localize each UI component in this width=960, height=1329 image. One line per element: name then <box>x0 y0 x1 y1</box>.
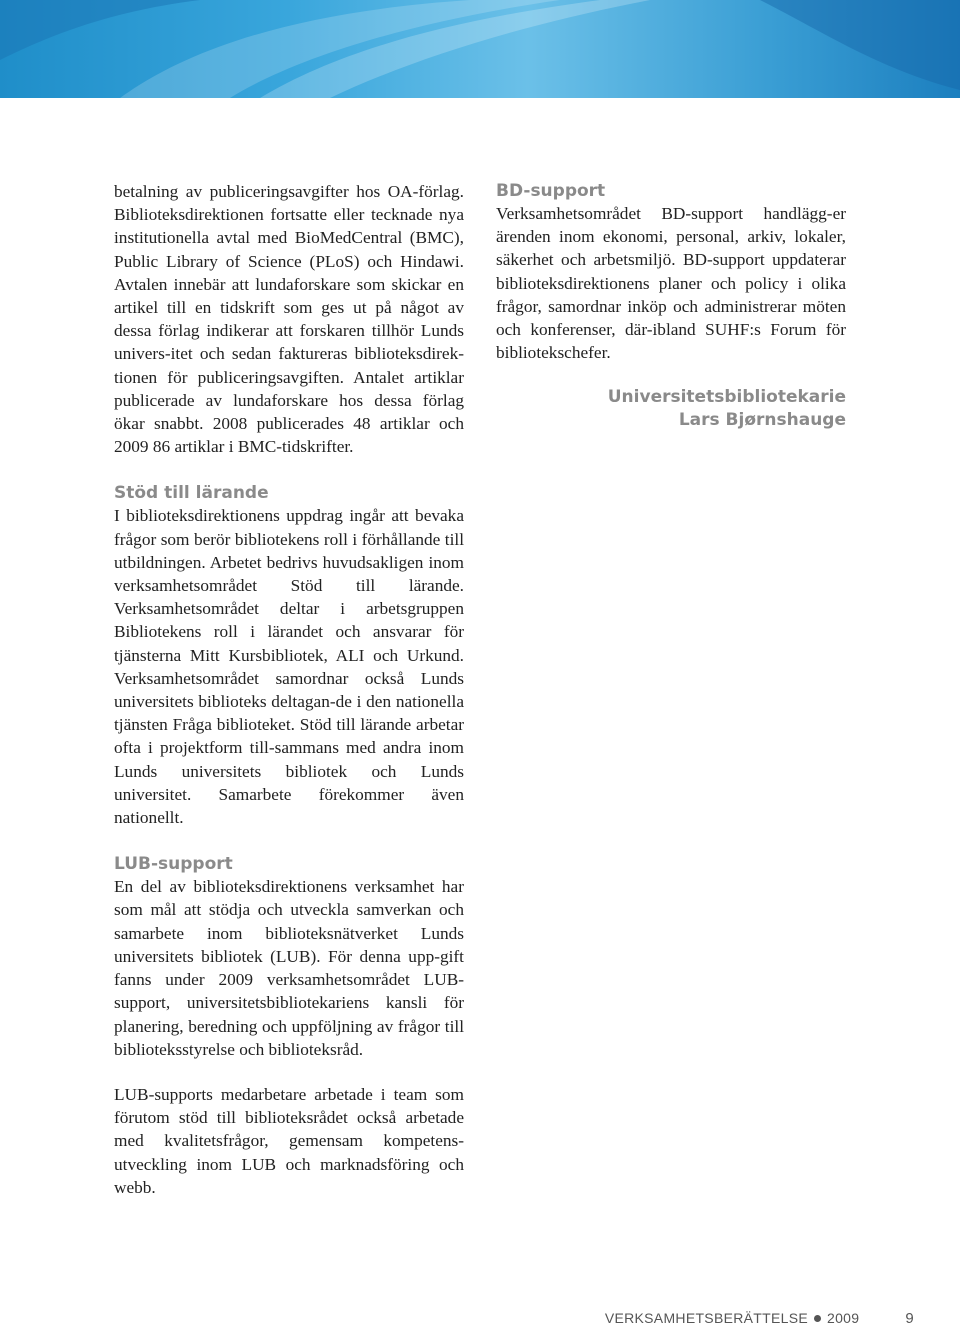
left-column <box>114 180 464 1199</box>
paragraph-stod-till-larande: I biblioteksdirektionens uppdrag ingår att bevaka frågor som berör bibliotekens roll i förhållande till utbildningen. Arbetet bedrivs huvudsakligen inom verksamhetsområdet Stöd till lärande. Verksamhetsområdet deltar i arbetsgruppen Bibliotekens roll i lärandet och ansvarar för tjänsterna Mitt Kursbibliotek, ALI och Urkund. Verksamhetsområdet samordnar också Lunds universitets biblioteks deltagan-de i den nationella tjänsten Fråga biblioteket. Stöd till lärande arbetar ofta i projektform till-sammans med andra inom Lunds universitets bibliotek och Lunds universitet. Samarbete förekommer även nationellt. <box>114 506 464 828</box>
paragraph-lub-support-1: En del av biblioteksdirektionens verksamhet har som mål att stödja och utveckla samverkan och samarbete inom biblioteksnätverket Lunds universitets bibliotek (LUB). För denna upp-gift fanns under 2009 verksamhetsområdet LUB-support, universitetsbibliotekariens kansli för planering, beredning och uppföljning av frågor till biblioteksstyrelse och biblioteksråd. <box>114 877 464 1059</box>
heading-bd-support: BD-support <box>496 181 606 201</box>
right-column <box>496 180 846 432</box>
signature-title: Universitetsbibliotekarie <box>607 387 846 408</box>
signature-name: Lars Bjørnshauge <box>678 410 846 431</box>
header-banner <box>0 0 960 98</box>
page-footer <box>605 1310 914 1327</box>
banner-wave-graphic <box>0 0 960 98</box>
signature-block <box>496 386 846 432</box>
footer-year: 2009 <box>826 1310 860 1326</box>
page-number: 9 <box>905 1310 914 1327</box>
heading-lub-support: LUB-support <box>114 854 233 875</box>
paragraph-oa-publishing: betalning av publiceringsavgifter hos OA-förlag. Biblioteksdirektionen fortsatte eller tecknade nya institutionella avtal med BioMedCentral (BMC), Public Library of Science (PLoS) och Hindawi. Avtalen innebär att lundaforskare som skickar en artikel till en tidskrift som ges ut på något av dessa förlag indikerar att forskaren tillhör Lunds univers-itet och sedan faktureras biblioteksdirek-tionen för publiceringsavgiften. Antalet artiklar publicerade av lundaforskare hos dessa förlag ökar snabbt. 2008 publicerades 48 artiklar och 2009 86 artiklar i BMC-tidskrifter. <box>114 182 464 457</box>
heading-stod-till-larande: Stöd till lärande <box>114 483 269 504</box>
paragraph-lub-support-2: LUB-supports medarbetare arbetade i team som förutom stöd till biblioteksrådet också arbetade med kvalitetsfrågor, gemensam kompetens-utveckling inom LUB och marknadsföring och webb. <box>114 1084 464 1197</box>
paragraph-bd-support: Verksamhetsområdet BD-support handlägg-er ärenden inom ekonomi, personal, arkiv, lokaler, säkerhet och arbetsmiljö. BD-support uppdaterar biblioteksdirektionens planer och policy i olika frågor, samordnar inköp och administrerar möten och konferenser, där-ibland SUHF:s Forum för bibliotekschefer. <box>496 204 846 363</box>
bullet-dot-icon <box>814 1315 821 1322</box>
footer-title: VERKSAMHETSBERÄTTELSE <box>604 1310 808 1326</box>
